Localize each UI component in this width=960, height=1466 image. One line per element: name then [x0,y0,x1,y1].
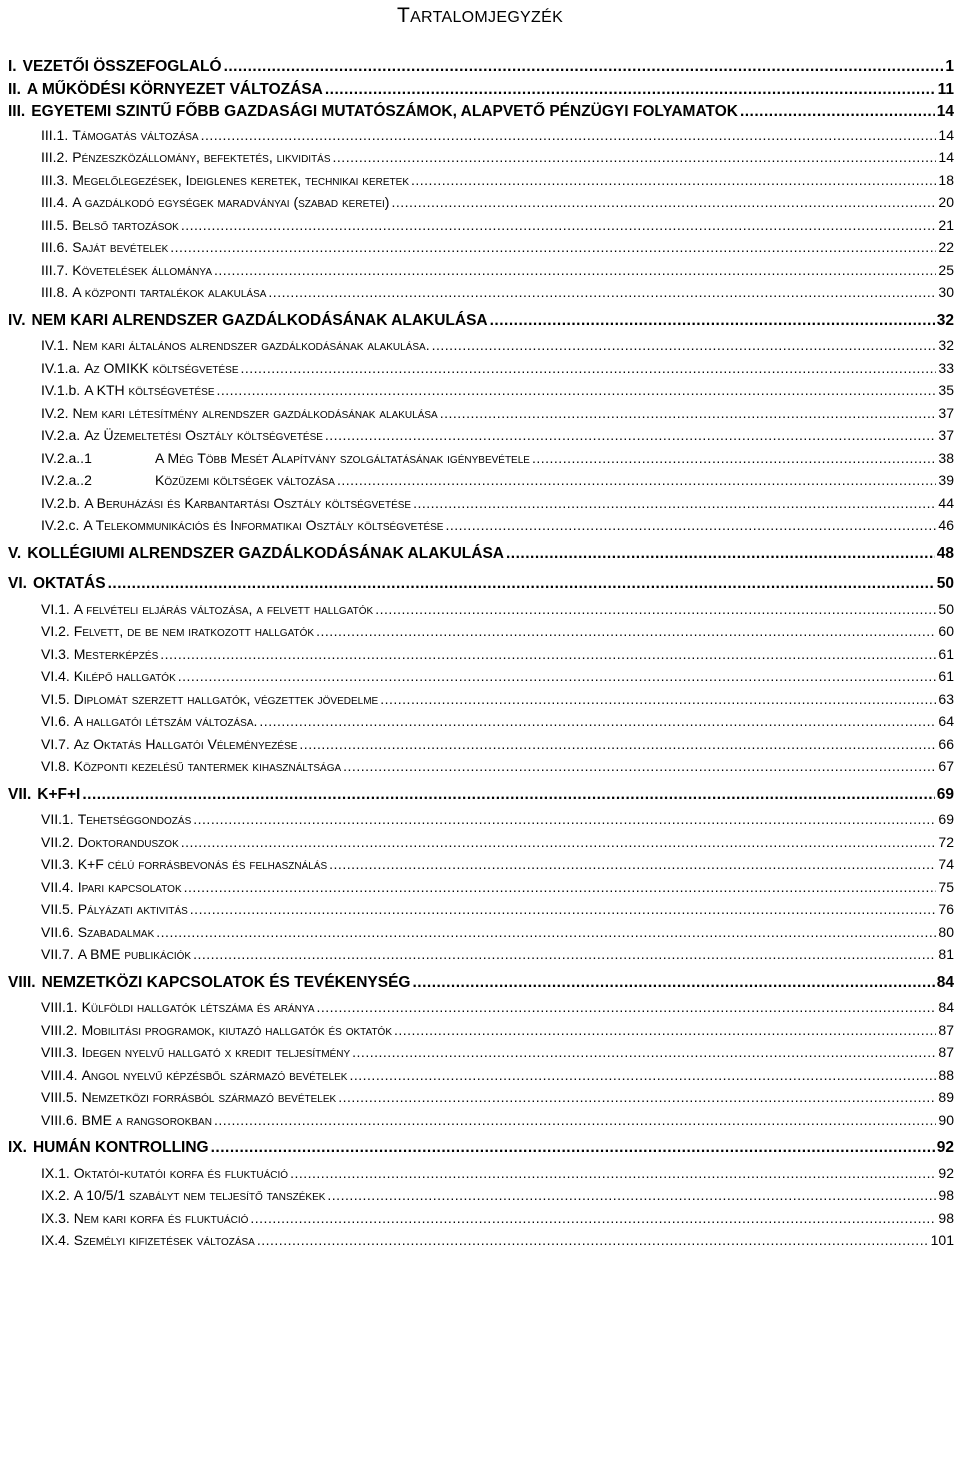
dot-leader [375,599,936,619]
toc-page-number: 69 [936,786,954,803]
toc-entry-number: IV.2.a. [41,427,81,443]
toc-page-number: 81 [938,946,954,962]
toc-subsection-row[interactable] [41,125,954,147]
dot-leader [250,1208,936,1228]
toc-entry-number: VIII.6. [41,1112,78,1128]
toc-entry-number: VI.7. [41,736,70,752]
toc-entry-number: VII.2. [41,834,74,850]
toc-subsection-row[interactable] [41,899,954,921]
toc-entry-number: IV.2.a..1 [41,450,92,466]
dot-leader [257,1230,929,1250]
toc-page-number: 98 [938,1187,954,1203]
toc-entry-number: III.5. [41,217,69,233]
toc-subsection-row[interactable] [41,1110,954,1132]
toc-page-number: 14 [938,127,954,143]
toc-subsection-row[interactable] [41,448,954,470]
toc-entry-title: Megelőlegezések, Ideiglenes keretek, technikai keretek [72,172,409,188]
toc-page-number: 14 [938,149,954,165]
toc-entry-title: Felvett, de be nem iratkozott hallgatók [73,623,315,639]
toc-subsection-row[interactable] [41,666,954,688]
toc-entry-title: A központi tartalékok alakulása [72,284,267,300]
toc-page-number: 25 [938,262,954,278]
toc-entry-number: VIII.5. [41,1089,78,1105]
toc-entry-title: NEMZETKÖZI KAPCSOLATOK ÉS TEVÉKENYSÉG [41,974,411,991]
dot-leader [268,282,936,302]
dot-leader [160,644,936,664]
toc-page-number: 1 [945,58,954,75]
dot-leader [343,756,936,776]
toc-entry-title: Mobilitási programok, kiutazó hallgatók és oktatók [81,1022,392,1038]
toc-entry-number: IX.1. [41,1165,70,1181]
toc-entry-title: Követelések állománya [72,262,212,278]
toc-subsection-row[interactable] [41,1163,954,1185]
toc-entry-title: Nem kari általános alrendszer gazdálkodásának alakulása. [72,337,430,353]
dot-leader [740,102,935,122]
dot-leader [325,80,936,100]
toc-entry-title: Tehetséggondozás [77,811,192,827]
toc-page-number: 92 [936,1139,954,1156]
dot-leader [391,192,936,212]
toc-entry-number: VIII. [8,974,36,991]
dot-leader [211,1138,935,1158]
toc-section-row[interactable] [8,544,954,566]
toc-subsection-row[interactable] [41,192,954,214]
toc-entry-title: A hallgatói létszám változása. [73,713,258,729]
dot-leader [193,944,936,964]
dot-leader [214,260,936,280]
toc-entry-title: A Még Több Mesét Alapítvány szolgáltatásának igénybevétele [155,450,530,466]
toc-page-number: 44 [938,495,954,511]
toc-subsection-row[interactable] [41,1185,954,1207]
toc-entry-number: IV.1.b. [41,382,81,398]
toc-entry-number: III.8. [41,284,69,300]
toc-page-number: 80 [938,924,954,940]
toc-entry-title: Külföldi hallgatók létszáma és aránya [81,999,315,1015]
dot-leader [181,215,937,235]
toc-entry-number: VI.1. [41,601,70,617]
dot-leader [224,57,944,77]
toc-page-number: 76 [938,901,954,917]
dot-leader [317,997,937,1017]
dot-leader [170,237,936,257]
toc-subsection-row[interactable] [41,809,954,831]
page-title [0,4,960,30]
toc-page-number: 50 [936,575,954,592]
toc-entry-number: IX. [8,1139,27,1156]
toc-page-number: 75 [938,879,954,895]
toc-entry-title: A BME publikációk [77,946,192,962]
dot-leader [445,515,936,535]
toc-subsection-row[interactable] [41,1087,954,1109]
toc-entry-title: A felvételi eljárás változása, a felvett hallgatók [73,601,374,617]
toc-subsection-row[interactable] [41,621,954,643]
dot-leader [178,666,937,686]
toc-entry-number: IV. [8,312,26,329]
toc-page-number: 88 [938,1067,954,1083]
toc-entry-number: I. [8,58,17,75]
toc-page-number: 48 [936,545,954,562]
toc-section-row[interactable] [8,973,954,995]
dot-leader [240,358,936,378]
toc-entry-title: A gazdálkodó egységek maradványai (szabad keretei) [72,194,390,210]
toc-entry-number: III.4. [41,194,69,210]
toc-entry-title: NEM KARI ALRENDSZER GAZDÁLKODÁSÁNAK ALAKULÁSA [31,312,488,329]
toc-entry-number: VI.3. [41,646,70,662]
toc-subsection-row[interactable] [41,282,954,304]
toc-entry-number: VIII.3. [41,1044,78,1060]
dot-leader [156,922,936,942]
dot-leader [82,785,934,805]
toc-page-number: 14 [936,103,954,120]
title-initial: T [396,4,411,27]
toc-page-number: 60 [938,623,954,639]
toc-page-number: 72 [938,834,954,850]
dot-leader [338,1087,936,1107]
toc-entry-number: VI.2. [41,623,70,639]
toc-entry-title: Ipari kapcsolatok [77,879,182,895]
toc-entry-title: Az Oktatás Hallgatói Véleményezése [73,736,298,752]
dot-leader [394,1020,936,1040]
toc-entry-title: Szabadalmak [77,924,155,940]
toc-entry-number: VIII.2. [41,1022,78,1038]
toc-entry-number: III.2. [41,149,69,165]
dot-leader [259,711,936,731]
dot-leader [216,380,936,400]
toc-page-number: 89 [938,1089,954,1105]
toc-section-row[interactable] [8,311,954,333]
dot-leader [316,621,936,641]
toc-entry-number: V. [8,545,22,562]
toc-entry-number: IX.4. [41,1232,70,1248]
dot-leader [214,1110,936,1130]
toc-page-number: 38 [938,450,954,466]
toc-page-number: 87 [938,1022,954,1038]
toc-page-number: 87 [938,1044,954,1060]
toc-page-number: 69 [938,811,954,827]
dot-leader [327,1185,936,1205]
toc-section-row[interactable] [8,80,954,102]
toc-entry-title: Kilépő hallgatók [73,668,176,684]
toc-entry-title: Az OMIKK költségvetése [84,360,239,376]
toc-entry-number: III.1. [41,127,69,143]
toc-subsection-row[interactable] [41,237,954,259]
toc-page-number: 98 [938,1210,954,1226]
toc-subsection-row[interactable] [41,599,954,621]
toc-entry-title: Nemzetközi forrásból származó bevételek [81,1089,337,1105]
toc-page-number: 21 [938,217,954,233]
toc-subsection-row[interactable] [41,877,954,899]
toc-entry-number: IV.2.b. [41,495,81,511]
toc-page-number: 90 [938,1112,954,1128]
toc-entry-title: Oktatói-kutatói korfa és fluktuáció [73,1165,289,1181]
toc-entry-title: VEZETŐI ÖSSZEFOGLALÓ [22,58,222,75]
toc-entry-number: VII.7. [41,946,74,962]
toc-entry-number: IV.2.a..2 [41,472,92,488]
toc-subsection-row[interactable] [41,215,954,237]
toc-subsection-row[interactable] [41,515,954,537]
toc-entry-title: Saját bevételek [72,239,169,255]
toc-entry-title: K+F+I [37,786,81,803]
toc-page-number: 39 [938,472,954,488]
toc-entry-title: Diplomát szerzett hallgatók, végzettek jövedelme [73,691,379,707]
dot-leader [532,448,936,468]
dot-leader [490,311,935,331]
toc-subsection-row[interactable] [41,1020,954,1042]
dot-leader [290,1163,936,1183]
toc-entry-number: III.3. [41,172,69,188]
dot-leader [329,854,936,874]
toc-entry-number: IV.1.a. [41,360,81,376]
toc-page-number: 64 [938,713,954,729]
toc-entry-title: K+F célú forrásbevonás és felhasználás [77,856,328,872]
toc-page-number: 92 [938,1165,954,1181]
toc-subsection-row[interactable] [41,1230,954,1252]
dot-leader [412,973,934,993]
toc-entry-title: Mesterképzés [73,646,159,662]
toc-page-number: 61 [938,668,954,684]
toc-entry-number: III.7. [41,262,69,278]
toc-entry-title: A MŰKÖDÉSI KÖRNYEZET VÁLTOZÁSA [26,81,323,98]
toc-subsection-row[interactable] [41,1042,954,1064]
toc-entry-title: Doktoranduszok [77,834,179,850]
toc-entry-number: IV.1. [41,337,69,353]
toc-entry-title: A Beruházási és Karbantartási Osztály költségvetése [84,495,412,511]
toc-subsection-row[interactable] [41,493,954,515]
toc-page-number: 74 [938,856,954,872]
toc-subsection-row[interactable] [41,403,954,425]
toc-entry-title: Pénzeszközállomány, befektetés, likviditás [72,149,331,165]
toc-entry-title: A KTH költségvetése [84,382,215,398]
toc-subsection-row[interactable] [41,335,954,357]
toc-subsection-row[interactable] [41,944,954,966]
toc-page-number: 32 [936,312,954,329]
toc-entry-title: Központi kezelésű tantermek kihasználtsága [73,758,342,774]
toc-subsection-row[interactable] [41,470,954,492]
toc-subsection-row[interactable] [41,170,954,192]
toc-page-number: 18 [938,172,954,188]
toc-entry-number: VII.3. [41,856,74,872]
toc-subsection-row[interactable] [41,1065,954,1087]
toc-entry-number: VI. [8,575,27,592]
dot-leader [380,689,936,709]
dot-leader [201,125,937,145]
toc-section-row[interactable] [8,57,954,79]
toc-page-number: 101 [930,1232,954,1248]
toc-entry-number: IV.2.c. [41,517,80,533]
toc-entry-number: VII. [8,786,32,803]
toc-subsection-row[interactable] [41,997,954,1019]
toc-page-number: 37 [938,405,954,421]
toc-subsection-row[interactable] [41,260,954,282]
toc-page-number: 61 [938,646,954,662]
toc-subsection-row[interactable] [41,756,954,778]
toc-page-number: 67 [938,758,954,774]
toc-page-number: 84 [936,974,954,991]
toc-entry-number: VI.6. [41,713,70,729]
toc-page-number: 20 [938,194,954,210]
toc-page-number: 84 [938,999,954,1015]
toc-entry-title: Belső tartozások [72,217,179,233]
toc-page-number: 30 [938,284,954,300]
toc-entry-title: Angol nyelvű képzésből származó bevételek [81,1067,348,1083]
title-rest: ARTALOMJEGYZÉK [410,9,564,26]
dot-leader [299,734,936,754]
toc-section-row[interactable] [8,785,954,807]
toc-page-number: 66 [938,736,954,752]
dot-leader [506,544,935,564]
toc-entry-title: Pályázati aktivitás [77,901,188,917]
toc-subsection-row[interactable] [41,832,954,854]
toc-entry-title: EGYETEMI SZINTŰ FŐBB GAZDASÁGI MUTATÓSZÁMOK, ALAPVETŐ PÉNZÜGYI FOLYAMATOK [31,103,738,120]
toc-page-number: 37 [938,427,954,443]
dot-leader [432,335,937,355]
toc-subsection-row[interactable] [41,147,954,169]
toc-entry-title: A Telekommunikációs és Informatikai Osztály költségvetése [83,517,444,533]
toc-section-row[interactable] [8,102,954,124]
dot-leader [181,832,937,852]
toc-subsection-row[interactable] [41,711,954,733]
dot-leader [108,574,935,594]
dot-leader [352,1042,936,1062]
toc-page-number: 35 [938,382,954,398]
toc-subsection-row[interactable] [41,358,954,380]
toc-page-number: 33 [938,360,954,376]
toc-entry-number: III.6. [41,239,69,255]
dot-leader [411,170,936,190]
dot-leader [184,877,937,897]
dot-leader [440,403,937,423]
toc-entry-title: OKTATÁS [32,575,106,592]
toc-entry-title: Idegen nyelvű hallgató x kredit teljesítmény [81,1044,351,1060]
toc-entry-number: IX.3. [41,1210,70,1226]
toc-section-row[interactable] [8,1138,954,1160]
toc-page-number: 32 [938,337,954,353]
toc-subsection-row[interactable] [41,644,954,666]
toc-entry-title: Személyi kifizetések változása [73,1232,255,1248]
toc-entry-number: VII.6. [41,924,74,940]
toc-entry-title: A 10/5/1 szabályt nem teljesítő tanszékek [73,1187,326,1203]
toc-entry-title: Nem kari korfa és fluktuáció [73,1210,249,1226]
toc-entry-number: IV.2. [41,405,69,421]
toc-entry-number: VII.4. [41,879,74,895]
dot-leader [193,809,936,829]
toc-page-number: 46 [938,517,954,533]
toc-entry-title: Támogatás változása [72,127,199,143]
toc-section-row[interactable] [8,574,954,596]
toc-subsection-row[interactable] [41,854,954,876]
toc-subsection-row[interactable] [41,425,954,447]
toc-entry-number: VIII.1. [41,999,78,1015]
toc-page-number: 11 [937,81,954,98]
toc-page-number: 63 [938,691,954,707]
dot-leader [190,899,937,919]
toc-entry-number: VI.8. [41,758,70,774]
dot-leader [413,493,936,513]
toc-entry-number: VI.5. [41,691,70,707]
toc-subsection-row[interactable] [41,380,954,402]
toc-entry-number: VII.5. [41,901,74,917]
toc-page-number: 22 [938,239,954,255]
toc-page-number: 50 [938,601,954,617]
toc-entry-title: BME a rangsorokban [81,1112,212,1128]
toc-entry-title: HUMÁN KONTROLLING [32,1139,209,1156]
dot-leader [333,147,937,167]
toc-subsection-row[interactable] [41,1208,954,1230]
toc-entry-number: VIII.4. [41,1067,78,1083]
toc-entry-title: Nem kari létesítmény alrendszer gazdálkodásának alakulása [72,405,438,421]
dot-leader [325,425,937,445]
toc-subsection-row[interactable] [41,922,954,944]
toc-entry-number: III. [8,103,26,120]
dot-leader [349,1065,936,1085]
toc-subsection-row[interactable] [41,689,954,711]
toc-entry-number: IX.2. [41,1187,70,1203]
dot-leader [337,470,936,490]
toc-entry-title: Közüzemi költségek változása [155,472,335,488]
toc-subsection-row[interactable] [41,734,954,756]
toc-entry-number: VII.1. [41,811,74,827]
toc-entry-number: II. [8,81,21,98]
toc-entry-title: KOLLÉGIUMI ALRENDSZER GAZDÁLKODÁSÁNAK ALAKULÁSA [27,545,504,562]
toc-entry-title: Az Üzemeltetési Osztály költségvetése [84,427,323,443]
toc-entry-number: VI.4. [41,668,70,684]
